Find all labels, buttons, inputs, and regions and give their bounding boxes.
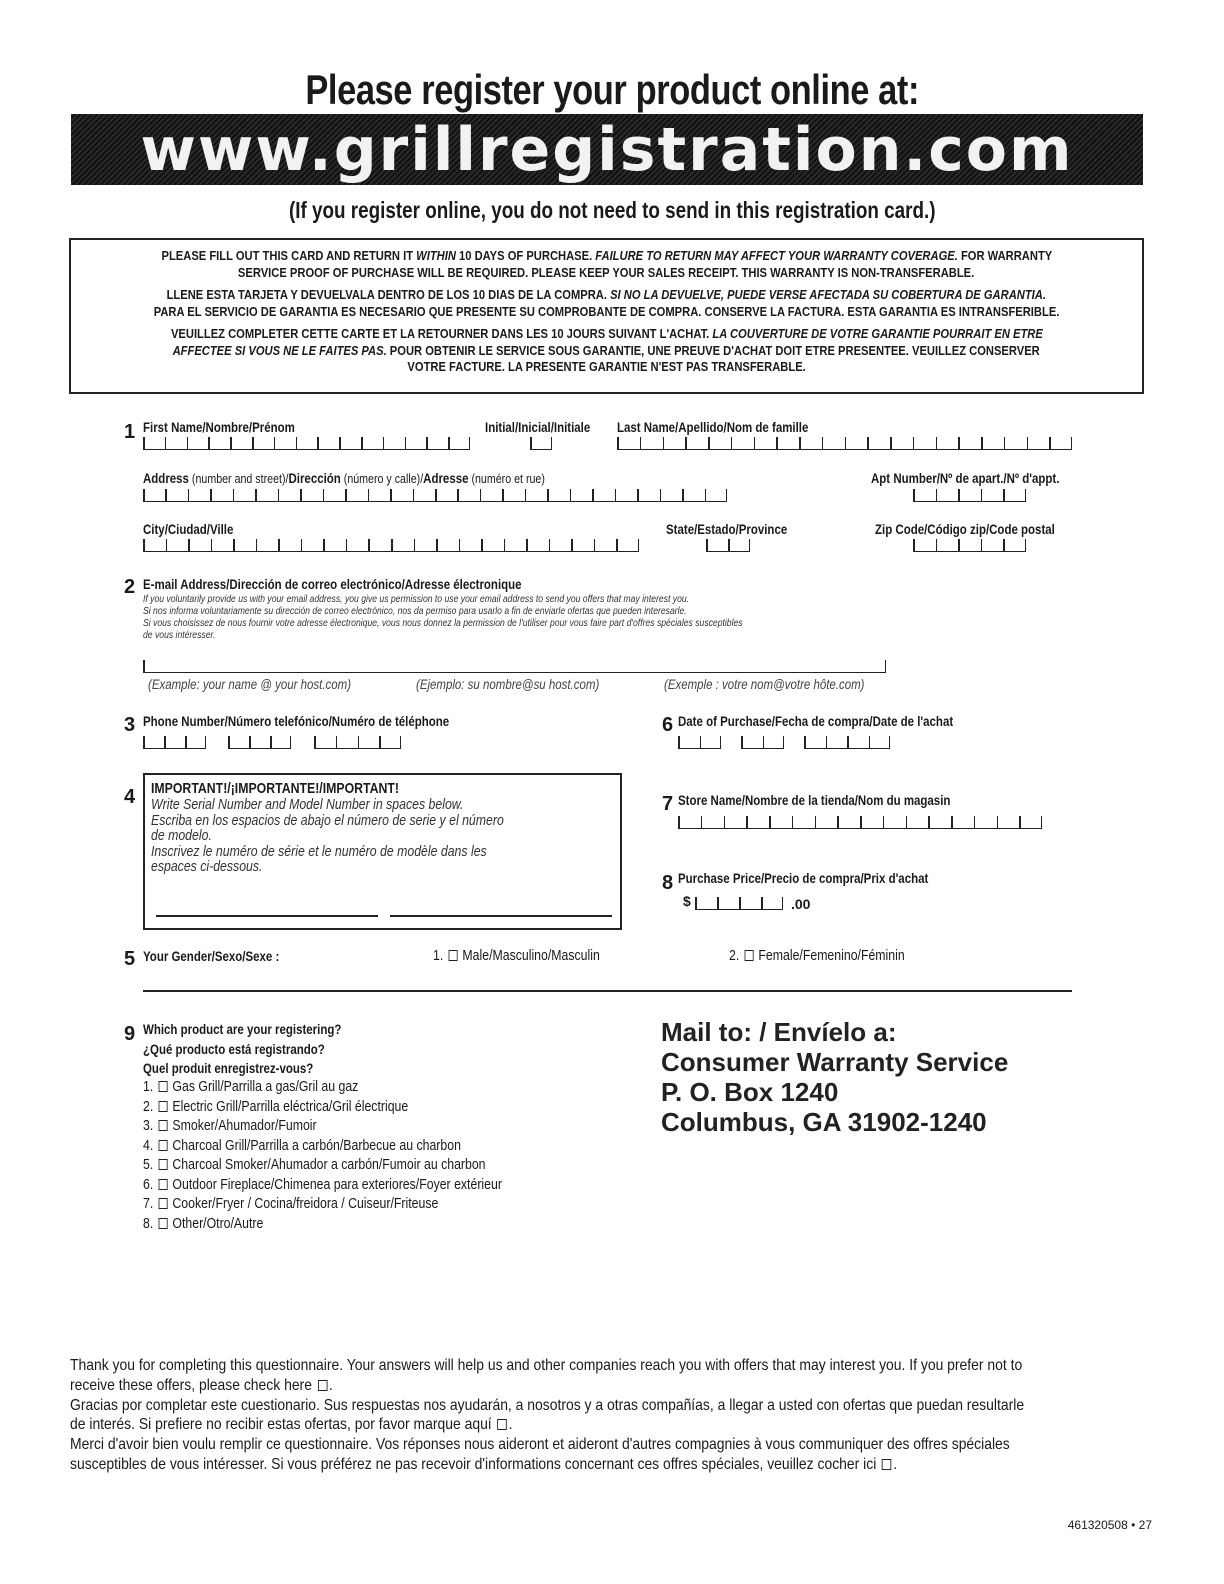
product-option[interactable]: 3. Smoker/Ahumador/Fumoir — [143, 1117, 317, 1134]
product-checkbox[interactable] — [158, 1120, 167, 1131]
purchase-date-label: Date of Purchase/Fecha de compra/Date de l'achat — [678, 713, 954, 729]
notice-french: VEUILLEZ COMPLETER CETTE CARTE ET LA RETOURNER DANS LES 10 JOURS SUIVANT L'ACHAT. LA COUVERTURE DE VOTRE GARANTIE POURRAIT EN ETRE AFFECTEE SI VOUS NE LE FAITES PAS. POUR OBTENIR LE SERVICE SOUS GARANTIE, UNE PREUVE D'ACHAT DOIT ETRE PRESENTEE. VEUILLEZ CONSERVER VOTRE FACTURE. LA PRESENTE GARANTIE N'EST PAS TRANSFERABLE. — [170, 326, 1043, 374]
section-number-6: 6 — [662, 714, 674, 736]
section-number-1: 1 — [124, 421, 136, 443]
email-label: E-mail Address/Dirección de correo electrónico/Adresse électronique — [143, 576, 522, 592]
product-option[interactable]: 7. Cooker/Fryer / Cocina/freidora / Cuiseur/Friteuse — [143, 1195, 439, 1212]
section-number-8: 8 — [662, 872, 674, 894]
product-option[interactable]: 6. Outdoor Fireplace/Chimenea para exteriores/Foyer extérieur — [143, 1175, 502, 1193]
initial-input[interactable] — [530, 438, 552, 450]
page-title: Please register your product online at: — [305, 66, 919, 113]
gender-option-female[interactable]: 2. Female/Femenino/Féminin — [729, 947, 905, 964]
email-consent-note: If you voluntarily provide us with your email address, you give us permission to use your email address to send you offers that may interest you. Si nos informa voluntariamente su dirección de correo electrónico, nos da permiso para usarlo a fin de enviarle ofertas que pueden interesarle. Si vous choisissez de nous fournir votre adresse électronique, vous nous donnez la permission de l'utiliser pour vous faire part d'offres spéciales susceptibles de vous intéresser. — [143, 593, 743, 641]
phone-line-input[interactable] — [314, 737, 401, 749]
email-input[interactable] — [143, 661, 886, 673]
purchase-day-input[interactable] — [741, 737, 784, 749]
last-name-label: Last Name/Apellido/Nom de famille — [617, 419, 809, 435]
first-name-label: First Name/Nombre/Prénom — [143, 419, 295, 435]
purchase-month-input[interactable] — [678, 737, 721, 749]
product-question: Which product are your registering? ¿Qué producto está registrando? Quel produit enregistrez-vous? — [143, 1021, 342, 1076]
opt-out-checkbox-fr[interactable] — [882, 1459, 892, 1470]
phone-area-code-input[interactable] — [143, 737, 206, 749]
mail-recipient: Consumer Warranty Service — [661, 1047, 1009, 1077]
product-option[interactable]: 5. Charcoal Smoker/Ahumador a carbón/Fumoir au charbon — [143, 1156, 486, 1173]
phone-label: Phone Number/Número telefónico/Numéro de téléphone — [143, 713, 450, 729]
city-label: City/Ciudad/Ville — [143, 521, 234, 537]
page-number: 461320508 • 27 — [1067, 1518, 1152, 1532]
product-checkbox[interactable] — [158, 1218, 167, 1229]
apt-number-label: Apt Number/Nº de apart./Nº d'appt. — [871, 470, 1060, 486]
serial-number-input[interactable] — [156, 915, 378, 917]
cents-label: .00 — [791, 896, 811, 912]
section-number-4: 4 — [124, 786, 136, 808]
product-option[interactable]: 4. Charcoal Grill/Parrilla a carbón/Barbecue au charbon — [143, 1136, 461, 1154]
opt-out-checkbox-es[interactable] — [497, 1419, 507, 1430]
email-example-fr: (Exemple : votre nom@votre hôte.com) — [664, 676, 865, 692]
notice-spanish: LLENE ESTA TARJETA Y DEVUELVALA DENTRO DE LOS 10 DIAS DE LA COMPRA. SI NO LA DEVUELVE, PUEDE VERSE AFECTADA SU COBERTURA DE GARANTIA. PARA EL SERVICIO DE GARANTIA ES NECESARIO QUE PRESENTE SU COMPROBANTE DE COMPRA. CONSERVE LA FACTURA. ESTA GARANTIA ES INTRANSFERIBLE. — [153, 287, 1060, 319]
opt-out-notice: Thank you for completing this questionnaire. Your answers will help us and other companies reach you with offers that may interest you. If you prefer not to receive these offers, please check here . Gracias por completar este cuestionario. Sus respuestas nos ayudarán, a nosotros y a otras compañías, a llegar a usted con ofertas que puedan resultarle de interés. Si prefiere no recibir estas ofertas, por favor marque aquí . Merci d'avoir bien voulu remplir ce questionnaire. Vos réponses nous aideront et aideront d'autres compagnies à vous communiquer des offres spéciales susceptibles de vous intéresser. Si vous préférez ne pas recevoir d'informations concernant ces offres spéciales, veuillez cocher ici . — [70, 1357, 1025, 1473]
mail-city: Columbus, GA 31902-1240 — [661, 1107, 987, 1137]
opt-out-checkbox-en[interactable] — [318, 1380, 328, 1391]
first-name-input[interactable] — [143, 438, 470, 450]
online-note: (If you register online, you do not need to send in this registration card.) — [288, 197, 936, 223]
product-option[interactable]: 2. Electric Grill/Parrilla eléctrica/Gril électrique — [143, 1097, 409, 1115]
female-checkbox[interactable] — [744, 950, 753, 961]
zip-input[interactable] — [913, 540, 1026, 552]
product-checkbox[interactable] — [158, 1140, 167, 1151]
product-checkbox[interactable] — [158, 1081, 167, 1092]
product-option[interactable]: 1. Gas Grill/Parrilla a gas/Gril au gaz — [143, 1078, 359, 1095]
product-options — [143, 1077, 581, 1233]
product-checkbox[interactable] — [158, 1198, 167, 1209]
last-name-input[interactable] — [617, 438, 1072, 450]
product-option[interactable]: 8. Other/Otro/Autre — [143, 1214, 264, 1232]
registration-url[interactable]: www.grillregistration.com — [140, 114, 1074, 185]
mail-po-box: P. O. Box 1240 — [661, 1077, 839, 1107]
city-input[interactable] — [143, 540, 639, 552]
state-label: State/Estado/Province — [666, 521, 788, 537]
store-name-input[interactable] — [678, 817, 1042, 829]
purchase-year-input[interactable] — [804, 737, 890, 749]
address-label: Address (number and street)/Dirección (número y calle)/Adresse (numéro et rue) — [143, 470, 545, 486]
product-checkbox[interactable] — [158, 1101, 167, 1112]
serial-model-instructions: Write Serial Number and Model Number in spaces below. Escriba en los espacios de abajo el número de serie y el número de modelo. Inscrivez le numéro de série et le numéro de modèle dans les espaces ci-dessous. — [151, 796, 504, 875]
url-banner[interactable] — [71, 114, 1143, 185]
warranty-notice — [69, 238, 1144, 394]
email-example-es: (Ejemplo: su nombre@su host.com) — [416, 676, 600, 692]
initial-label: Initial/Inicial/Initiale — [485, 419, 591, 435]
store-name-label: Store Name/Nombre de la tienda/Nom du magasin — [678, 792, 951, 808]
purchase-price-label: Purchase Price/Precio de compra/Prix d'achat — [678, 870, 929, 886]
apt-number-input[interactable] — [913, 490, 1026, 502]
mail-to-heading: Mail to: / Envíelo a: — [661, 1017, 897, 1047]
male-checkbox[interactable] — [448, 950, 457, 961]
state-input[interactable] — [706, 540, 750, 552]
serial-model-box — [143, 773, 622, 930]
section-divider — [143, 990, 1072, 992]
section-number-2: 2 — [124, 576, 136, 598]
model-number-input[interactable] — [390, 915, 612, 917]
product-checkbox[interactable] — [158, 1159, 167, 1170]
purchase-price-input[interactable] — [695, 898, 783, 910]
important-title: IMPORTANT!/¡IMPORTANTE!/IMPORTANT! — [151, 780, 400, 797]
section-number-7: 7 — [662, 793, 674, 815]
section-number-3: 3 — [124, 714, 136, 736]
mail-address — [661, 1017, 1008, 1137]
section-number-9: 9 — [124, 1023, 136, 1045]
phone-prefix-input[interactable] — [228, 737, 291, 749]
notice-english: PLEASE FILL OUT THIS CARD AND RETURN IT WITHIN 10 DAYS OF PURCHASE. FAILURE TO RETURN MAY AFFECT YOUR WARRANTY COVERAGE. FOR WARRANTY SERVICE PROOF OF PURCHASE WILL BE REQUIRED. PLEASE KEEP YOUR SALES RECEIPT. THIS WARRANTY IS NON-TRANSFERABLE. — [161, 248, 1052, 280]
address-input[interactable] — [143, 490, 727, 502]
zip-label: Zip Code/Código zip/Code postal — [875, 521, 1055, 537]
product-checkbox[interactable] — [158, 1179, 167, 1190]
dollar-sign: $ — [683, 893, 691, 909]
email-example-en: (Example: your name @ your host.com) — [148, 676, 352, 692]
section-number-5: 5 — [124, 948, 136, 970]
gender-option-male[interactable]: 1. Male/Masculino/Masculin — [433, 947, 600, 964]
gender-label: Your Gender/Sexo/Sexe : — [143, 948, 280, 964]
